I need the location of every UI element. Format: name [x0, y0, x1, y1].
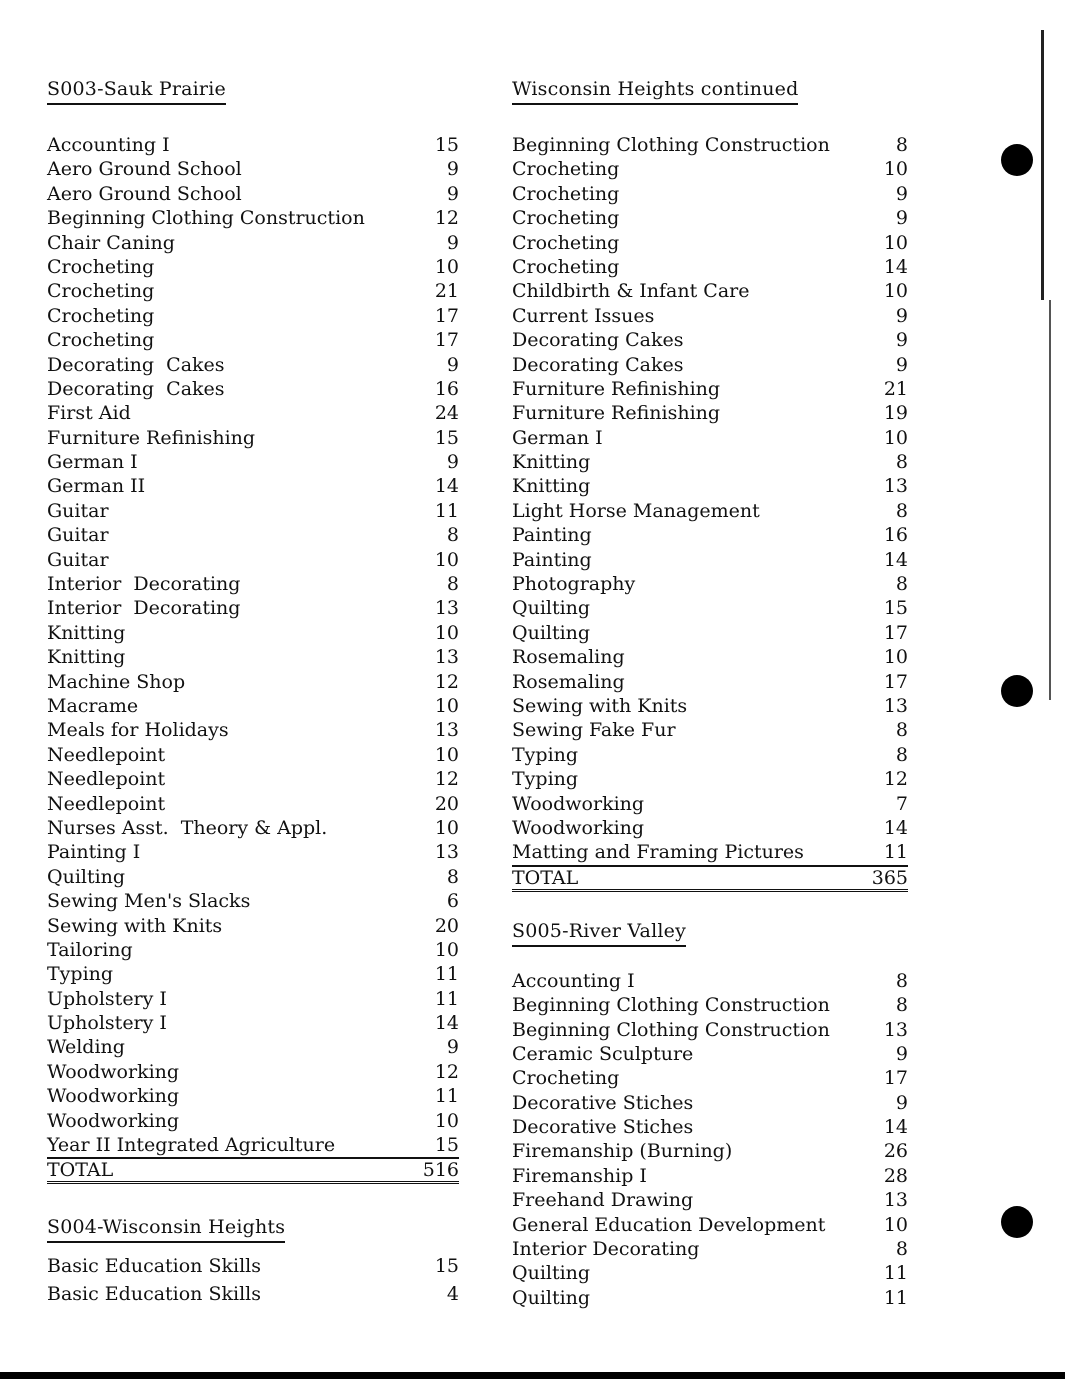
enrollment-count: 10 [434, 743, 459, 766]
enrollment-count: 12 [434, 207, 459, 230]
list-item [512, 401, 908, 425]
enrollment-count: 9 [895, 182, 908, 205]
list-item [512, 1115, 908, 1139]
enrollment-count: 6 [446, 890, 459, 913]
list-item [47, 694, 459, 718]
enrollment-count: 12 [434, 1060, 459, 1083]
list-item [47, 743, 459, 767]
course-name: Macrame [47, 694, 139, 717]
course-name: Decorating Cakes [47, 353, 225, 376]
list-item [512, 572, 908, 596]
enrollment-count: 10 [434, 694, 459, 717]
list-item [47, 304, 459, 328]
course-name: Decorative Stiches [512, 1116, 694, 1139]
enrollment-count: 8 [895, 994, 908, 1017]
enrollment-count: 21 [883, 377, 908, 400]
enrollment-count: 11 [434, 1085, 459, 1108]
enrollment-count: 13 [434, 597, 459, 620]
list-item [512, 206, 908, 230]
course-name: First Aid [47, 402, 131, 425]
enrollment-count: 10 [434, 255, 459, 278]
enrollment-count: 12 [883, 768, 908, 791]
enrollment-count: 10 [883, 426, 908, 449]
course-name: Meals for Holidays [47, 719, 229, 742]
course-name: Basic Education Skills [47, 1282, 261, 1305]
enrollment-count: 20 [434, 792, 459, 815]
list-item [512, 353, 908, 377]
enrollment-count: 8 [895, 1238, 908, 1261]
list-item [47, 718, 459, 742]
course-name: Firemanship I [512, 1164, 647, 1187]
list-item [47, 401, 459, 425]
enrollment-count: 9 [895, 1042, 908, 1065]
total-value: 365 [871, 866, 908, 889]
course-name: General Education Development [512, 1213, 826, 1236]
enrollment-count: 10 [883, 158, 908, 181]
list-item [47, 816, 459, 840]
enrollment-count: 7 [895, 792, 908, 815]
course-name: Matting and Framing Pictures [512, 841, 804, 864]
course-name: Interior Decorating [512, 1238, 700, 1261]
list-item [47, 523, 459, 547]
course-name: Needlepoint [47, 743, 166, 766]
course-name: Firemanship (Burning) [512, 1140, 733, 1163]
enrollment-count: 14 [883, 548, 908, 571]
list-item [47, 157, 459, 181]
course-name: Woodworking [47, 1085, 180, 1108]
list-item [47, 206, 459, 230]
course-name: Furniture Refinishing [512, 377, 721, 400]
enrollment-count: 14 [434, 475, 459, 498]
enrollment-count: 12 [434, 670, 459, 693]
list-item [47, 645, 459, 669]
enrollment-count: 8 [446, 524, 459, 547]
list-item [47, 1253, 459, 1281]
list-item [512, 621, 908, 645]
course-name: Crocheting [512, 207, 620, 230]
page-edge-bottom [0, 1372, 1065, 1379]
enrollment-count: 11 [883, 1286, 908, 1309]
course-name: Ceramic Sculpture [512, 1042, 694, 1065]
list-item [512, 157, 908, 181]
wisconsin-heights-continued-list [512, 133, 908, 867]
course-name: Woodworking [512, 816, 645, 839]
enrollment-count: 8 [446, 573, 459, 596]
enrollment-count: 10 [883, 231, 908, 254]
course-name: Sewing with Knits [47, 914, 223, 937]
enrollment-count: 17 [883, 670, 908, 693]
course-name: Quilting [512, 597, 591, 620]
list-item [47, 426, 459, 450]
list-item [47, 889, 459, 913]
punch-hole-top [1001, 144, 1033, 176]
course-name: German I [512, 426, 603, 449]
course-name: Current Issues [512, 304, 655, 327]
course-name: Machine Shop [47, 670, 186, 693]
course-name: Woodworking [47, 1109, 180, 1132]
list-item [47, 621, 459, 645]
list-item [47, 1084, 459, 1108]
list-item [512, 767, 908, 791]
sauk-prairie-heading: S003-Sauk Prairie [47, 76, 226, 105]
list-item [512, 596, 908, 620]
list-item [512, 1091, 908, 1115]
list-item [512, 792, 908, 816]
course-name: German II [47, 475, 146, 498]
enrollment-count: 8 [895, 134, 908, 156]
enrollment-count: 8 [446, 865, 459, 888]
course-name: Sewing with Knits [512, 694, 688, 717]
enrollment-count: 9 [446, 1036, 459, 1059]
list-item [512, 548, 908, 572]
enrollment-count: 13 [434, 841, 459, 864]
list-item [47, 962, 459, 986]
list-item [512, 523, 908, 547]
list-item [512, 969, 908, 993]
list-item [512, 182, 908, 206]
list-item [512, 1213, 908, 1237]
course-name: Needlepoint [47, 792, 166, 815]
enrollment-count: 17 [883, 621, 908, 644]
enrollment-count: 26 [883, 1140, 908, 1163]
course-name: Painting I [47, 841, 141, 864]
course-name: Crocheting [47, 280, 155, 303]
enrollment-count: 11 [434, 987, 459, 1010]
enrollment-count: 12 [434, 768, 459, 791]
enrollment-count: 9 [446, 451, 459, 474]
course-name: Guitar [47, 524, 109, 547]
enrollment-count: 13 [434, 719, 459, 742]
list-item [47, 1060, 459, 1084]
course-name: Rosemaling [512, 670, 625, 693]
enrollment-count: 15 [434, 1255, 459, 1278]
enrollment-count: 8 [895, 499, 908, 522]
course-name: Typing [512, 768, 579, 791]
enrollment-count: 15 [434, 426, 459, 449]
enrollment-count: 15 [434, 134, 459, 156]
list-item [512, 255, 908, 279]
course-name: Beginning Clothing Construction [512, 994, 830, 1017]
enrollment-count: 14 [883, 255, 908, 278]
enrollment-count: 8 [895, 743, 908, 766]
list-item [47, 279, 459, 303]
list-item [47, 499, 459, 523]
enrollment-count: 10 [883, 646, 908, 669]
course-name: Upholstery I [47, 987, 167, 1010]
enrollment-count: 8 [895, 451, 908, 474]
list-item [512, 1164, 908, 1188]
list-item [47, 328, 459, 352]
right-column [512, 76, 908, 1310]
list-item [512, 1188, 908, 1212]
list-item [512, 645, 908, 669]
list-item [47, 792, 459, 816]
list-item [47, 548, 459, 572]
list-item [512, 377, 908, 401]
total-label: TOTAL [512, 866, 579, 889]
enrollment-count: 21 [434, 280, 459, 303]
list-item [512, 1018, 908, 1042]
course-name: Decorating Cakes [512, 353, 684, 376]
list-item [47, 1281, 459, 1309]
course-name: Crocheting [47, 304, 155, 327]
course-name: Furniture Refinishing [47, 426, 256, 449]
enrollment-count: 8 [895, 573, 908, 596]
course-name: Decorating Cakes [47, 377, 225, 400]
list-item [47, 133, 459, 157]
course-name: Furniture Refinishing [512, 402, 721, 425]
enrollment-count: 20 [434, 914, 459, 937]
list-item [47, 450, 459, 474]
enrollment-count: 10 [434, 621, 459, 644]
page-edge-right-lower [1049, 300, 1051, 700]
list-item [47, 572, 459, 596]
enrollment-count: 13 [883, 1018, 908, 1041]
enrollment-count: 8 [895, 719, 908, 742]
list-item [512, 474, 908, 498]
course-name: Typing [47, 963, 114, 986]
course-name: Beginning Clothing Construction [512, 1018, 830, 1041]
enrollment-count: 11 [434, 499, 459, 522]
enrollment-count: 9 [895, 353, 908, 376]
list-item [512, 816, 908, 840]
course-name: Basic Education Skills [47, 1255, 261, 1278]
course-name: Interior Decorating [47, 597, 241, 620]
enrollment-count: 8 [895, 969, 908, 992]
list-item [47, 840, 459, 864]
list-item [512, 694, 908, 718]
list-item [47, 914, 459, 938]
course-name: Guitar [47, 548, 109, 571]
list-item [512, 1042, 908, 1066]
enrollment-count: 10 [883, 1213, 908, 1236]
enrollment-count: 14 [883, 816, 908, 839]
enrollment-count: 19 [883, 402, 908, 425]
enrollment-count: 28 [883, 1164, 908, 1187]
list-item [47, 1011, 459, 1035]
enrollment-count: 17 [434, 329, 459, 352]
list-item [47, 353, 459, 377]
total-value: 516 [422, 1159, 459, 1182]
course-name: Painting [512, 524, 592, 547]
course-name: Photography [512, 573, 636, 596]
enrollment-count: 11 [883, 1262, 908, 1285]
course-name: Crocheting [512, 158, 620, 181]
list-item [512, 670, 908, 694]
enrollment-count: 9 [895, 1091, 908, 1114]
list-item [512, 279, 908, 303]
course-name: Decorating Cakes [512, 329, 684, 352]
left-column [47, 76, 459, 1308]
enrollment-count: 9 [446, 158, 459, 181]
list-item [47, 231, 459, 255]
punch-hole-middle [1001, 675, 1033, 707]
enrollment-count: 17 [434, 304, 459, 327]
list-item [512, 1139, 908, 1163]
enrollment-count: 4 [446, 1282, 459, 1305]
course-name: German I [47, 451, 138, 474]
course-name: Woodworking [47, 1060, 180, 1083]
course-name: Nurses Asst. Theory & Appl. [47, 816, 328, 839]
enrollment-count: 17 [883, 1067, 908, 1090]
list-item [47, 596, 459, 620]
enrollment-count: 15 [434, 1134, 459, 1157]
course-name: Chair Caning [47, 231, 175, 254]
course-name: Painting [512, 548, 592, 571]
course-name: Childbirth & Infant Care [512, 280, 750, 303]
course-name: Year II Integrated Agriculture [47, 1134, 336, 1157]
course-name: Crocheting [47, 329, 155, 352]
list-item [512, 993, 908, 1017]
enrollment-count: 9 [446, 353, 459, 376]
course-name: Crocheting [512, 231, 620, 254]
enrollment-count: 24 [434, 402, 459, 425]
course-name: Welding [47, 1036, 125, 1059]
course-name: Guitar [47, 499, 109, 522]
enrollment-count: 10 [434, 548, 459, 571]
wisconsin-heights-heading: S004-Wisconsin Heights [47, 1214, 285, 1243]
course-name: Rosemaling [512, 646, 625, 669]
enrollment-count: 10 [883, 280, 908, 303]
enrollment-count: 15 [883, 597, 908, 620]
enrollment-count: 9 [895, 329, 908, 352]
course-name: Freehand Drawing [512, 1189, 694, 1212]
course-name: Knitting [512, 451, 591, 474]
list-item [512, 718, 908, 742]
course-name: Quilting [512, 621, 591, 644]
list-item [47, 987, 459, 1011]
enrollment-count: 11 [883, 841, 908, 864]
list-item [47, 767, 459, 791]
enrollment-count: 9 [446, 182, 459, 205]
list-item [512, 1286, 908, 1310]
course-name: Interior Decorating [47, 573, 241, 596]
course-name: Crocheting [512, 255, 620, 278]
course-name: Quilting [47, 865, 126, 888]
course-name: Quilting [512, 1262, 591, 1285]
enrollment-count: 16 [883, 524, 908, 547]
enrollment-count: 10 [434, 816, 459, 839]
enrollment-count: 10 [434, 938, 459, 961]
river-valley-heading: S005-River Valley [512, 918, 686, 947]
course-name: Upholstery I [47, 1012, 167, 1035]
enrollment-count: 13 [883, 475, 908, 498]
list-item [47, 670, 459, 694]
course-name: Crocheting [47, 255, 155, 278]
list-item [512, 1066, 908, 1090]
course-name: Aero Ground School [47, 158, 242, 181]
course-name: Beginning Clothing Construction [512, 134, 830, 156]
enrollment-count: 16 [434, 377, 459, 400]
course-name: Crocheting [512, 1067, 620, 1090]
enrollment-count: 10 [434, 1109, 459, 1132]
course-name: Woodworking [512, 792, 645, 815]
course-name: Knitting [47, 646, 126, 669]
enrollment-count: 13 [883, 1189, 908, 1212]
list-item [512, 499, 908, 523]
total-label: TOTAL [47, 1159, 114, 1182]
list-item [47, 1035, 459, 1059]
list-item [512, 231, 908, 255]
course-name: Quilting [512, 1286, 591, 1309]
list-item [47, 1109, 459, 1133]
course-name: Aero Ground School [47, 182, 242, 205]
enrollment-count: 14 [883, 1116, 908, 1139]
enrollment-count: 13 [434, 646, 459, 669]
sauk-prairie-list [47, 133, 459, 1159]
list-item [47, 255, 459, 279]
enrollment-count: 13 [883, 694, 908, 717]
enrollment-count: 11 [434, 963, 459, 986]
list-item [47, 938, 459, 962]
course-name: Sewing Men's Slacks [47, 890, 251, 913]
course-name: Knitting [512, 475, 591, 498]
course-name: Decorative Stiches [512, 1091, 694, 1114]
course-name: Accounting I [512, 969, 635, 992]
course-name: Accounting I [47, 134, 170, 156]
enrollment-count: 14 [434, 1012, 459, 1035]
list-item [47, 377, 459, 401]
wisconsin-heights-total-row [512, 867, 908, 892]
list-item [512, 1237, 908, 1261]
enrollment-count: 9 [895, 207, 908, 230]
course-name: Light Horse Management [512, 499, 760, 522]
course-name: Needlepoint [47, 768, 166, 791]
page-edge-right [1041, 30, 1044, 300]
list-item [47, 1133, 459, 1159]
sauk-prairie-total-row [47, 1159, 459, 1184]
course-name: Typing [512, 743, 579, 766]
wisconsin-heights-continued-heading: Wisconsin Heights continued [512, 76, 798, 105]
enrollment-count: 9 [446, 231, 459, 254]
list-item [47, 182, 459, 206]
punch-hole-bottom [1001, 1206, 1033, 1238]
wisconsin-heights-list [47, 1253, 459, 1308]
list-item [512, 1261, 908, 1285]
course-name: Tailoring [47, 938, 133, 961]
list-item [47, 474, 459, 498]
enrollment-count: 9 [895, 304, 908, 327]
course-name: Beginning Clothing Construction [47, 207, 365, 230]
course-name: Crocheting [512, 182, 620, 205]
list-item [512, 304, 908, 328]
river-valley-list [512, 969, 908, 1310]
list-item [512, 328, 908, 352]
list-item [512, 133, 908, 157]
list-item [512, 743, 908, 767]
list-item [47, 865, 459, 889]
course-name: Knitting [47, 621, 126, 644]
list-item [512, 840, 908, 866]
list-item [512, 426, 908, 450]
course-name: Sewing Fake Fur [512, 719, 676, 742]
list-item [512, 450, 908, 474]
